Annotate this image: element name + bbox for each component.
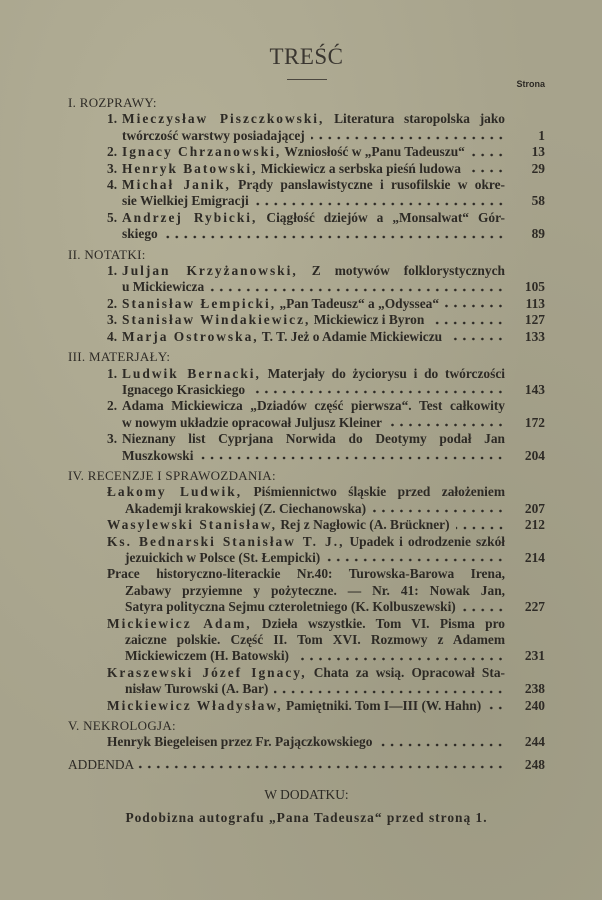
dot-leader [445, 296, 505, 308]
dot-leader [448, 329, 505, 341]
entry-line [107, 382, 545, 398]
entry-text [122, 177, 505, 192]
dot-leader [430, 312, 505, 324]
page-number: 143 [524, 381, 545, 397]
page-number: 238 [524, 681, 545, 697]
dot-leader [467, 161, 505, 173]
entry-line [107, 599, 545, 615]
toc-entry [107, 517, 545, 533]
entry-title: jezuickich w Polsce (St. Łempicki) [125, 549, 321, 565]
entry-line [107, 534, 505, 550]
toc-entry [107, 431, 545, 464]
toc-section [68, 468, 545, 714]
toc-entry [107, 263, 545, 296]
entry-title: u Mickiewicza [122, 279, 205, 295]
toc-entry [107, 210, 545, 243]
entry-text [122, 263, 505, 278]
entry-line [107, 484, 505, 500]
toc-entry [107, 329, 545, 345]
entry-text [122, 296, 439, 312]
entry-author: Mieczysław Piszczkowski, [122, 111, 325, 127]
section-heading: IV. RECENZJE I SPRAWOZDANIA: [68, 467, 276, 483]
entry-text [125, 648, 289, 664]
entry-text [125, 681, 268, 697]
toc-section [68, 95, 545, 243]
toc-entry [107, 484, 545, 517]
entry-line [107, 193, 545, 209]
entry-line [107, 128, 545, 144]
entry-number: 1. [107, 365, 118, 381]
page-number: 212 [524, 517, 545, 533]
entry-title: Akademji krakowskiej (Z. Ciechanowska) [125, 500, 367, 516]
page-number: 244 [524, 734, 545, 750]
entry-author: Andrzej Rybicki, [122, 209, 258, 225]
entry-line [107, 161, 545, 177]
entry-title: Dzieła wszystkie. Tom VI. Pisma pro [261, 615, 505, 631]
entry-line [107, 111, 505, 127]
entry-title: Prądy panslawistyczne i rusofilskie w okre- [238, 177, 506, 193]
entry-text [122, 382, 245, 398]
dot-leader [311, 128, 505, 140]
entry-title: Henryk Biegeleisen przez Fr. Pajączkowskiego [107, 734, 373, 750]
dot-leader [164, 226, 505, 238]
entry-text [122, 312, 424, 328]
entry-title: Upadek i odrodzenie szkół [349, 533, 505, 549]
entry-number: 3. [107, 312, 118, 328]
entry-text [107, 566, 505, 581]
entry-line [107, 296, 545, 312]
entry-title: w nowym układzie opracował Juljusz Kleiner [122, 414, 382, 430]
entry-text [122, 193, 249, 209]
entry-number: 3. [107, 431, 118, 447]
entry-text [107, 484, 505, 499]
toc-entry [107, 398, 545, 431]
title-divider [287, 79, 327, 80]
entry-author: Kraszewski Józef Ignacy, [107, 664, 307, 680]
entry-text [122, 226, 158, 242]
entry-title: Ciągłość dziejów a „Monsalwat“ Gór- [266, 209, 505, 225]
toc-entry [107, 296, 545, 312]
entry-line [107, 144, 545, 160]
page-title: TREŚĆ [269, 44, 344, 69]
page-number: 29 [531, 160, 545, 176]
entry-text [122, 398, 505, 413]
entry-number: 2. [107, 144, 118, 160]
dot-leader [471, 144, 505, 156]
entry-text [122, 111, 505, 126]
entry-author: Marja Ostrowska, [122, 328, 259, 344]
entry-line [107, 177, 505, 193]
entry-text [122, 128, 305, 144]
entry-title: nisław Turowski (A. Bar) [125, 681, 269, 697]
entry-title: Piśmiennictwo śląskie przed założeniem [253, 484, 505, 500]
entry-line [107, 263, 505, 279]
section-heading: I. ROZPRAWY: [68, 95, 157, 110]
entry-author: Ludwik Bernacki, [122, 365, 261, 381]
toc-entry [107, 616, 545, 665]
entry-title: Z motywów folklorystycznych [311, 263, 505, 279]
section-heading: V. NEKROLOGJA: [68, 718, 176, 734]
entry-text [125, 599, 456, 615]
entry-author: Mickiewicz Adam, [107, 615, 252, 631]
entry-title: Rej z Nagłowic (A. Brückner) [280, 517, 450, 533]
supplement-heading: W DODATKU: [264, 787, 349, 803]
page-number: 113 [525, 295, 545, 311]
toc-entry [107, 144, 545, 160]
page-number: 214 [524, 549, 545, 565]
toc-entry [107, 698, 545, 714]
entry-text [122, 161, 461, 177]
entry-text [122, 448, 193, 464]
dot-leader [378, 734, 505, 746]
table-of-contents [68, 95, 545, 826]
dot-leader [255, 193, 505, 205]
entry-title: zaiczne polskie. Część II. Tom XVI. Rozmowy z Adamem [125, 632, 505, 647]
entry-title: twórczość warstwy posiadającej [122, 127, 305, 143]
entry-text [122, 431, 505, 446]
entry-line [107, 616, 505, 632]
entry-author: Michał Janik, [122, 177, 231, 193]
section-heading: III. MATERJAŁY: [68, 349, 171, 365]
entry-text [125, 632, 505, 647]
entry-line [107, 431, 505, 447]
toc-section [68, 349, 545, 464]
page-number: 58 [531, 193, 545, 209]
page-column-label: Strona [516, 79, 545, 89]
toc-entry [107, 534, 545, 567]
page-number: 1 [538, 127, 545, 143]
entry-line [107, 279, 545, 295]
entry-line [107, 681, 545, 697]
page-number: 207 [524, 500, 545, 516]
page-number: 105 [524, 279, 545, 295]
entry-number: 5. [107, 209, 118, 225]
entry-number: 4. [107, 328, 118, 344]
entry-text [107, 698, 481, 714]
entry-author: Henryk Batowski, [122, 160, 258, 176]
page-number: 13 [531, 144, 545, 160]
entry-title: „Pan Tadeusz“ a „Odyssea“ [279, 295, 440, 311]
entry-number: 4. [107, 177, 118, 193]
entry-title: Literatura staropolska jako [334, 111, 505, 127]
entry-text [122, 210, 505, 225]
entry-line [107, 226, 545, 242]
entry-author: Mickiewicz Władysław, [107, 697, 283, 713]
entry-author: Wasylewski Stanisław, [107, 517, 277, 533]
page-number: 89 [531, 226, 545, 242]
entry-title: Muszkowski [122, 447, 194, 463]
entry-text [107, 616, 505, 631]
addenda-entry [68, 757, 545, 773]
section-heading: II. NOTATKI: [68, 246, 146, 262]
dot-leader [210, 279, 505, 291]
entry-title: Adama Mickiewicza „Dziadów część pierwsza“. Test całkowity [122, 398, 505, 414]
entry-text [107, 734, 372, 750]
entry-title: Mickiewicz a serbska pieśń ludowa [260, 160, 461, 176]
dot-leader [326, 550, 505, 562]
entry-title: Mickiewicz i Byron [313, 312, 425, 328]
dot-leader [295, 648, 505, 660]
page-number: 231 [524, 648, 545, 664]
entry-text [122, 279, 204, 295]
entry-text [122, 329, 442, 345]
page-number: 227 [524, 599, 545, 615]
dot-leader [138, 757, 505, 769]
toc-entry [107, 111, 545, 144]
toc-entry [107, 177, 545, 210]
entry-number: 3. [107, 160, 118, 176]
entry-title: Prace historyczno-literackie Nr.40: Turowska-Barowa Irena, [107, 566, 505, 582]
entry-text [125, 583, 505, 598]
entry-line [107, 312, 545, 328]
entry-line [107, 583, 505, 599]
entry-title: Chata za wsią. Opracował Sta- [313, 664, 505, 680]
entry-author: Łakomy Ludwik, [107, 484, 243, 500]
entry-line [107, 366, 505, 382]
page-number: 204 [524, 447, 545, 463]
entry-title: sie Wielkiej Emigracji [122, 193, 249, 209]
toc-entry [107, 734, 545, 750]
toc-entry [107, 665, 545, 698]
entry-line [107, 210, 505, 226]
entry-title: Ignacego Krasickiego [122, 381, 246, 397]
entry-line [107, 329, 545, 345]
entry-line [107, 398, 505, 414]
toc-entry [107, 161, 545, 177]
entry-title: Mickiewiczem (H. Batowski) [125, 648, 289, 664]
dot-leader [388, 415, 505, 427]
toc-section [68, 718, 545, 751]
entry-text [107, 534, 505, 549]
entry-title: T. T. Jeż o Adamie Mickiewiczu [261, 328, 443, 344]
entry-line [107, 665, 505, 681]
toc-entry [107, 366, 545, 399]
entry-author: Ks. Bednarski Stanisław T. J., [107, 533, 345, 549]
page-number: 240 [524, 697, 545, 713]
dot-leader [462, 599, 505, 611]
entry-title: Pamiętniki. Tom I—III (W. Hahn) [286, 697, 482, 713]
dot-leader [251, 382, 505, 394]
entry-text [122, 144, 465, 160]
addenda-label: ADDENDA [68, 756, 135, 772]
page-number: 248 [524, 756, 545, 772]
entry-title: Satyra polityczna Sejmu czteroletniego (K. Kolbuszewski) [125, 599, 456, 615]
entry-author: Stanisław Windakiewicz, [122, 312, 311, 328]
dot-leader [456, 517, 505, 529]
dot-leader [372, 501, 505, 513]
entry-line [107, 517, 545, 533]
entry-text [122, 366, 505, 381]
entry-text [107, 517, 450, 533]
entry-text [125, 550, 320, 566]
entry-line [107, 448, 545, 464]
page-number: 127 [524, 312, 545, 328]
entry-text [107, 665, 505, 680]
dot-leader [199, 448, 505, 460]
entry-line [107, 415, 545, 431]
entry-text [122, 415, 382, 431]
entry-author: Ignacy Chrzanowski, [122, 144, 282, 160]
entry-line [107, 501, 545, 517]
entry-line [107, 698, 545, 714]
entry-author: Juljan Krzyżanowski, [122, 263, 298, 279]
page-number: 133 [524, 328, 545, 344]
entry-number: 2. [107, 295, 118, 311]
entry-number: 1. [107, 263, 118, 279]
toc-entry [107, 312, 545, 328]
entry-line [107, 734, 545, 750]
entry-line [107, 550, 545, 566]
entry-title: Nieznany list Cyprjana Norwida do Deotymy podał Jan [122, 431, 505, 447]
page-number: 172 [524, 414, 545, 430]
toc-section [68, 247, 545, 345]
entry-author: Stanisław Łempicki, [122, 295, 277, 311]
entry-title: Materjały do życiorysu i do twórczości [267, 365, 505, 381]
toc-entry [107, 566, 545, 615]
entry-title: skiego [122, 226, 158, 242]
entry-title: Wzniosłość w „Panu Tadeuszu“ [284, 144, 465, 160]
entry-title: Zabawy przyiemne y pożyteczne. — Nr. 41: Nowak Jan, [125, 582, 505, 598]
dot-leader [274, 681, 505, 693]
supplement-text: Podobizna autografu „Pana Tadeusza“ przed stroną 1. [125, 809, 488, 825]
entry-text [125, 501, 366, 517]
entry-number: 2. [107, 398, 118, 414]
entry-line [107, 648, 545, 664]
entry-line [107, 566, 505, 582]
entry-number: 1. [107, 111, 118, 127]
dot-leader [487, 698, 505, 710]
entry-line [107, 632, 505, 648]
